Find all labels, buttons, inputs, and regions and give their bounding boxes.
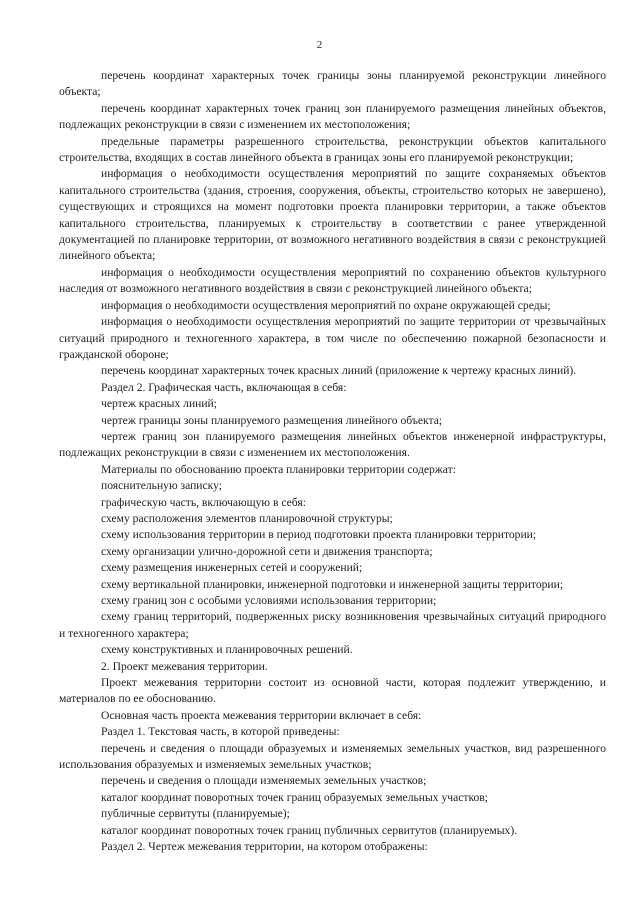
- paragraph: схему вертикальной планировки, инженерной подготовки и инженерной защиты территории;: [101, 577, 564, 591]
- paragraph: схему использования территории в период подготовки проекта планировки территории;: [101, 528, 537, 542]
- paragraph: схему организации улично-дорожной сети и движения транспорта;: [101, 544, 433, 558]
- paragraph: чертеж красных линий;: [101, 397, 217, 411]
- paragraph: схему расположения элементов планировочной структуры;: [101, 511, 393, 525]
- paragraph: перечень координат характерных точек границы зоны планируемой реконструкции линейного объекта;: [59, 69, 606, 99]
- paragraph: графическую часть, включающую в себя:: [101, 495, 306, 509]
- paragraph: каталог координат поворотных точек границ публичных сервитутов (планируемых).: [101, 823, 518, 837]
- paragraph: схему границ зон с особыми условиями использования территории;: [101, 594, 437, 607]
- paragraph: перечень и сведения о площади изменяемых земельных участков;: [101, 774, 427, 788]
- section-heading: Раздел 2. Графическая часть, включающая в себя:: [101, 380, 347, 394]
- paragraph: Проект межевания территории состоит из основной части, которая подлежит утверждению, и материалов по ее обоснованию.: [59, 676, 606, 706]
- paragraph: перечень координат характерных точек красных линий (приложение к чертежу красных линий).: [101, 364, 577, 378]
- paragraph: информация о необходимости осуществления мероприятий по защите сохраняемых объектов капитального строительства (здания, строения, сооружения, объекты, строительство которых не завершено), существующих и строящихся на момент подготовки проекта планировки территории, а также объектов капитального строительства, планируемых к строительству в соответствии с ранее утвержденной документацией по планировке территории, от возможного негативного воздействия в связи с реконструкцией линейного объекта;: [59, 167, 606, 263]
- paragraph: чертеж границ зон планируемого размещения линейных объектов инженерной инфраструктуры, подлежащих реконструкции в связи с изменением их местоположения.: [59, 429, 606, 460]
- section-heading: 2. Проект межевания территории.: [101, 659, 268, 673]
- paragraph: схему размещения инженерных сетей и сооружений;: [101, 561, 363, 575]
- section-heading: Материалы по обоснованию проекта планировки территории содержат:: [101, 462, 456, 476]
- paragraph: пояснительную записку;: [101, 479, 222, 493]
- paragraph: схему границ территорий, подверженных риску возникновения чрезвычайных ситуаций природного и техногенного характера;: [59, 610, 606, 640]
- paragraph: каталог координат поворотных точек границ образуемых земельных участков;: [101, 790, 488, 804]
- section-heading: Раздел 1. Текстовая часть, в которой приведены:: [101, 725, 340, 739]
- paragraph: перечень и сведения о площади образуемых и изменяемых земельных участков, вид разрешенного использования образуемых и изменяемых земельных участков;: [59, 741, 606, 772]
- paragraph: перечень координат характерных точек границ зон планируемого размещения линейных объектов, подлежащих реконструкции в связи с изменением их местоположения;: [59, 101, 606, 132]
- paragraph: информация о необходимости осуществления мероприятий по защите территории от чрезвычайных ситуаций природного и техногенного характера, в том числе по обеспечению пожарной безопасности и гражданской обороне;: [59, 315, 606, 361]
- page-number: 2: [316, 39, 323, 51]
- paragraph: публичные сервитуты (планируемые);: [101, 807, 290, 821]
- paragraph: информация о необходимости осуществления мероприятий по сохранению объектов культурного наследия от возможного негативного воздействия в связи с реконструкцией линейного объекта;: [59, 265, 606, 296]
- paragraph: предельные параметры разрешенного строительства, реконструкции объектов капитального строительства, входящих в состав линейного объекта в границах зоны его планируемой реконструкции;: [59, 134, 606, 165]
- section-heading: Раздел 2. Чертеж межевания территории, на котором отображены:: [101, 840, 428, 854]
- document-body: [59, 68, 606, 856]
- paragraph: Основная часть проекта межевания территории включает в себя:: [101, 708, 422, 722]
- paragraph: информация о необходимости осуществления мероприятий по охране окружающей среды;: [101, 298, 551, 312]
- paragraph: схему конструктивных и планировочных решений.: [101, 643, 353, 657]
- paragraph: чертеж границы зоны планируемого размещения линейного объекта;: [101, 413, 443, 427]
